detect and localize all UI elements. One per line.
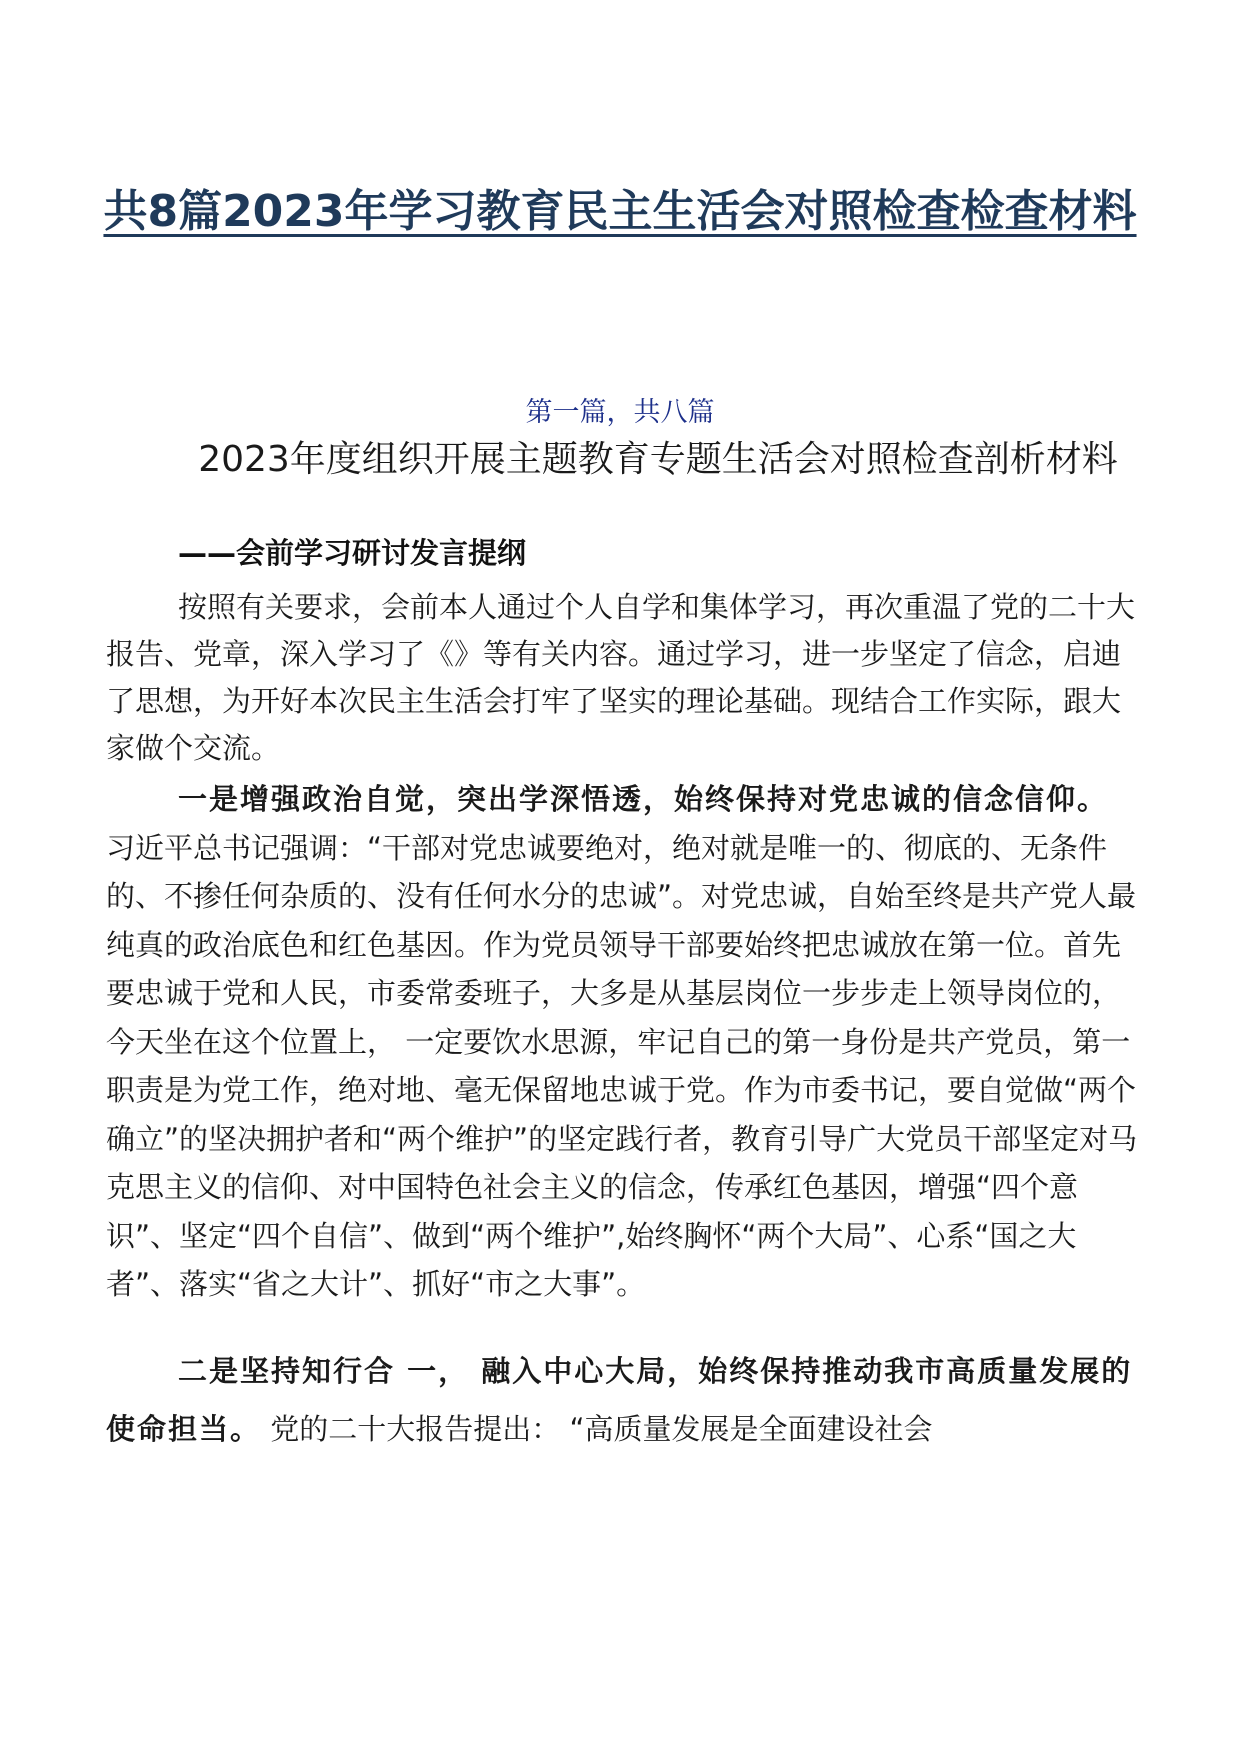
main-title	[100, 176, 1140, 248]
document-title: 2023年度组织开展主题教育专题生活会对照检查剖析材料	[198, 439, 1118, 480]
paragraph-body: 习近平总书记强调：“干部对党忠诚要绝对，绝对就是唯一的、彻底的、无条件的、不掺任何杂质的、没有任何水分的忠诚”。对党忠诚，自始至终是共产党人最纯真的政治底色和红色基因。作为党员领导干部要始终把忠诚放在第一位。首先要忠诚于党和人民，市委常委班子，大多是从基层岗位一步步走上领导岗位的，今天坐在这个位置上， 一定要饮水思源，牢记自己的第一身份是共产党员，第一职责是为党工作，绝对地、毫无保留地忠诚于党。作为市委书记，要自觉做“两个确立”的坚决拥护者和“两个维护”的坚定践行者，教育引导广大党员干部坚定对马克思主义的信仰、对中国特色社会主义的信念，传承红色基因，增强“四个意识”、坚定“四个自信”、做到“两个维护”,始终胸怀“两个大局”、心系“国之大者”、落实“省之大计”、抓好“市之大事”。	[106, 830, 1138, 1301]
sub-heading: 第一篇，共八篇	[525, 397, 715, 428]
main-title-text: 共8篇2023年学习教育民主生活会对照检查检查材料	[103, 186, 1137, 237]
paragraph-lead: 二是坚持知行合 一， 融入中心大局，始终保持推动我市高质量发展的使命担当。	[106, 1354, 1133, 1446]
paragraph-intro	[106, 584, 1138, 772]
paragraph-point-two	[106, 1342, 1138, 1458]
paragraph-lead: 一是增强政治自觉，突出学深悟透，始终保持对党忠诚的信念信仰。	[178, 782, 1109, 816]
section-heading: ——会前学习研讨发言提纲	[178, 536, 527, 570]
paragraph-body: 按照有关要求，会前本人通过个人自学和集体学习，再次重温了党的二十大报告、党章，深入学习了《》等有关内容。通过学习，进一步坚定了信念，启迪了思想，为开好本次民主生活会打牢了坚实的理论基础。现结合工作实际，跟大家做个交流。	[106, 590, 1136, 765]
paragraph-point-one	[106, 775, 1138, 1309]
paragraph-body: 党的二十大报告提出： “高质量发展是全面建设社会	[261, 1412, 933, 1446]
